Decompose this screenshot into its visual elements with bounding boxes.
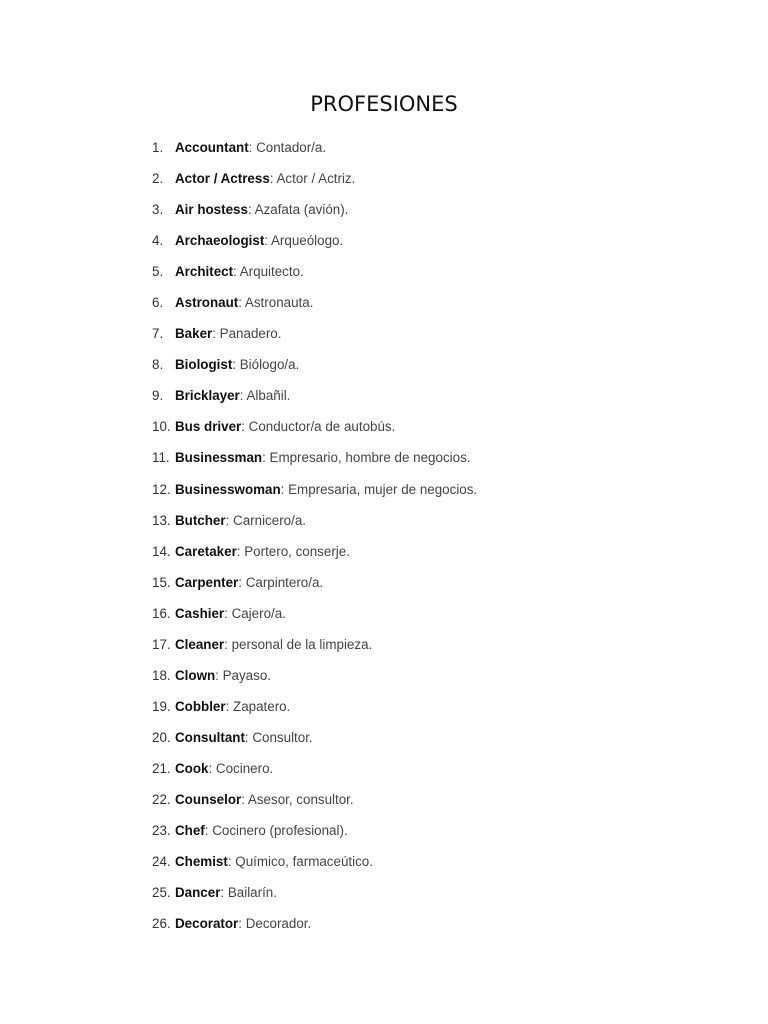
item-translation: : Consultor. — [244, 729, 313, 745]
item-term: Accountant — [175, 140, 249, 155]
list-item — [152, 600, 712, 631]
item-translation: : Conductor/a de autobús. — [241, 419, 396, 435]
item-term: Biologist — [175, 357, 233, 373]
item-number: 15. — [152, 574, 171, 590]
item-translation: : personal de la limpieza. — [224, 636, 373, 652]
item-translation: : Panadero. — [212, 326, 282, 342]
item-term: Businessman — [175, 450, 263, 466]
item-translation: : Contador/a. — [248, 140, 327, 155]
item-number: 19. — [152, 698, 171, 714]
item-term: Businesswoman — [175, 481, 281, 497]
item-term: Architect — [175, 264, 234, 280]
item-number: 18. — [152, 667, 171, 683]
list-item — [152, 538, 712, 569]
item-number: 6. — [152, 295, 164, 311]
item-number: 20. — [152, 729, 171, 745]
page-title: PROFESIONES — [310, 92, 458, 116]
list-item — [152, 879, 712, 910]
item-number: 3. — [152, 202, 164, 218]
item-number: 14. — [152, 543, 171, 559]
item-translation: : Actor / Actriz. — [269, 171, 356, 187]
item-term: Baker — [175, 326, 213, 342]
item-translation: : Asesor, consultor. — [241, 791, 354, 807]
item-term: Counselor — [175, 791, 242, 807]
item-number: 1. — [152, 140, 164, 155]
item-translation: : Químico, farmaceútico. — [227, 854, 373, 870]
item-number: 10. — [152, 419, 171, 435]
item-number: 21. — [152, 760, 171, 776]
item-number: 26. — [152, 916, 171, 932]
item-number: 22. — [152, 791, 171, 807]
item-number: 2. — [152, 171, 164, 187]
list-item — [152, 227, 712, 258]
item-number: 12. — [152, 481, 171, 497]
item-translation: : Decorador. — [238, 916, 312, 932]
item-translation: : Cocinero. — [208, 760, 274, 776]
item-translation: : Zapatero. — [225, 698, 291, 714]
item-term: Cashier — [175, 605, 225, 621]
item-term: Air hostess — [175, 202, 248, 218]
list-item — [152, 507, 712, 538]
item-translation: : Bailarín. — [220, 885, 277, 901]
item-number: 4. — [152, 233, 164, 249]
item-translation: : Empresario, hombre de negocios. — [262, 450, 471, 466]
item-term: Carpenter — [175, 574, 239, 590]
item-term: Astronaut — [175, 295, 239, 311]
list-item — [152, 662, 712, 693]
item-translation: : Cajero/a. — [224, 605, 286, 621]
item-number: 24. — [152, 854, 171, 870]
item-term: Bus driver — [175, 419, 242, 435]
item-term: Consultant — [175, 729, 245, 745]
item-number: 25. — [152, 885, 171, 901]
list-item — [152, 755, 712, 786]
list-item — [152, 910, 712, 941]
list-item — [152, 631, 712, 662]
item-translation: : Arqueólogo. — [264, 233, 344, 249]
item-number: 5. — [152, 264, 164, 280]
item-number: 7. — [152, 326, 164, 342]
list-item — [152, 817, 712, 848]
list-item — [152, 786, 712, 817]
list-item — [152, 351, 712, 382]
list-item — [152, 196, 712, 227]
list-item — [152, 413, 712, 444]
item-term: Chef — [175, 823, 205, 839]
item-translation: : Carpintero/a. — [238, 574, 324, 590]
item-term: Cook — [175, 760, 209, 776]
item-number: 16. — [152, 605, 171, 621]
item-translation: : Payaso. — [215, 667, 271, 683]
item-term: Archaeologist — [175, 233, 265, 249]
list-item — [152, 724, 712, 755]
item-term: Cleaner — [175, 636, 225, 652]
professions-list — [152, 134, 712, 941]
item-term: Chemist — [175, 854, 228, 870]
item-term: Caretaker — [175, 543, 237, 559]
item-translation: : Astronauta. — [238, 295, 314, 311]
item-translation: : Arquitecto. — [233, 264, 304, 280]
item-number: 23. — [152, 823, 171, 839]
item-term: Butcher — [175, 512, 226, 528]
list-item — [152, 258, 712, 289]
item-number: 11. — [152, 450, 170, 466]
list-item — [152, 134, 712, 165]
item-number: 9. — [152, 388, 164, 404]
item-term: Clown — [175, 667, 216, 683]
item-translation: : Biólogo/a. — [232, 357, 300, 373]
item-term: Cobbler — [175, 698, 226, 714]
item-term: Actor / Actress — [175, 171, 270, 187]
item-translation: : Albañil. — [239, 388, 291, 404]
list-item — [152, 476, 712, 507]
item-term: Decorator — [175, 916, 239, 932]
list-item — [152, 165, 712, 196]
item-translation: : Portero, conserje. — [236, 543, 350, 559]
item-number: 17. — [152, 636, 171, 652]
item-translation: : Cocinero (profesional). — [204, 823, 348, 839]
list-item — [152, 693, 712, 724]
list-item — [152, 444, 712, 475]
list-item — [152, 289, 712, 320]
list-item — [152, 320, 712, 351]
item-number: 8. — [152, 357, 164, 373]
item-translation: : Carnicero/a. — [225, 512, 306, 528]
item-translation: : Empresaria, mujer de negocios. — [280, 481, 478, 497]
list-item — [152, 569, 712, 600]
item-term: Dancer — [175, 885, 221, 901]
list-item — [152, 382, 712, 413]
list-item — [152, 848, 712, 879]
item-number: 13. — [152, 512, 171, 528]
item-term: Bricklayer — [175, 388, 240, 404]
item-translation: : Azafata (avión). — [247, 202, 349, 218]
